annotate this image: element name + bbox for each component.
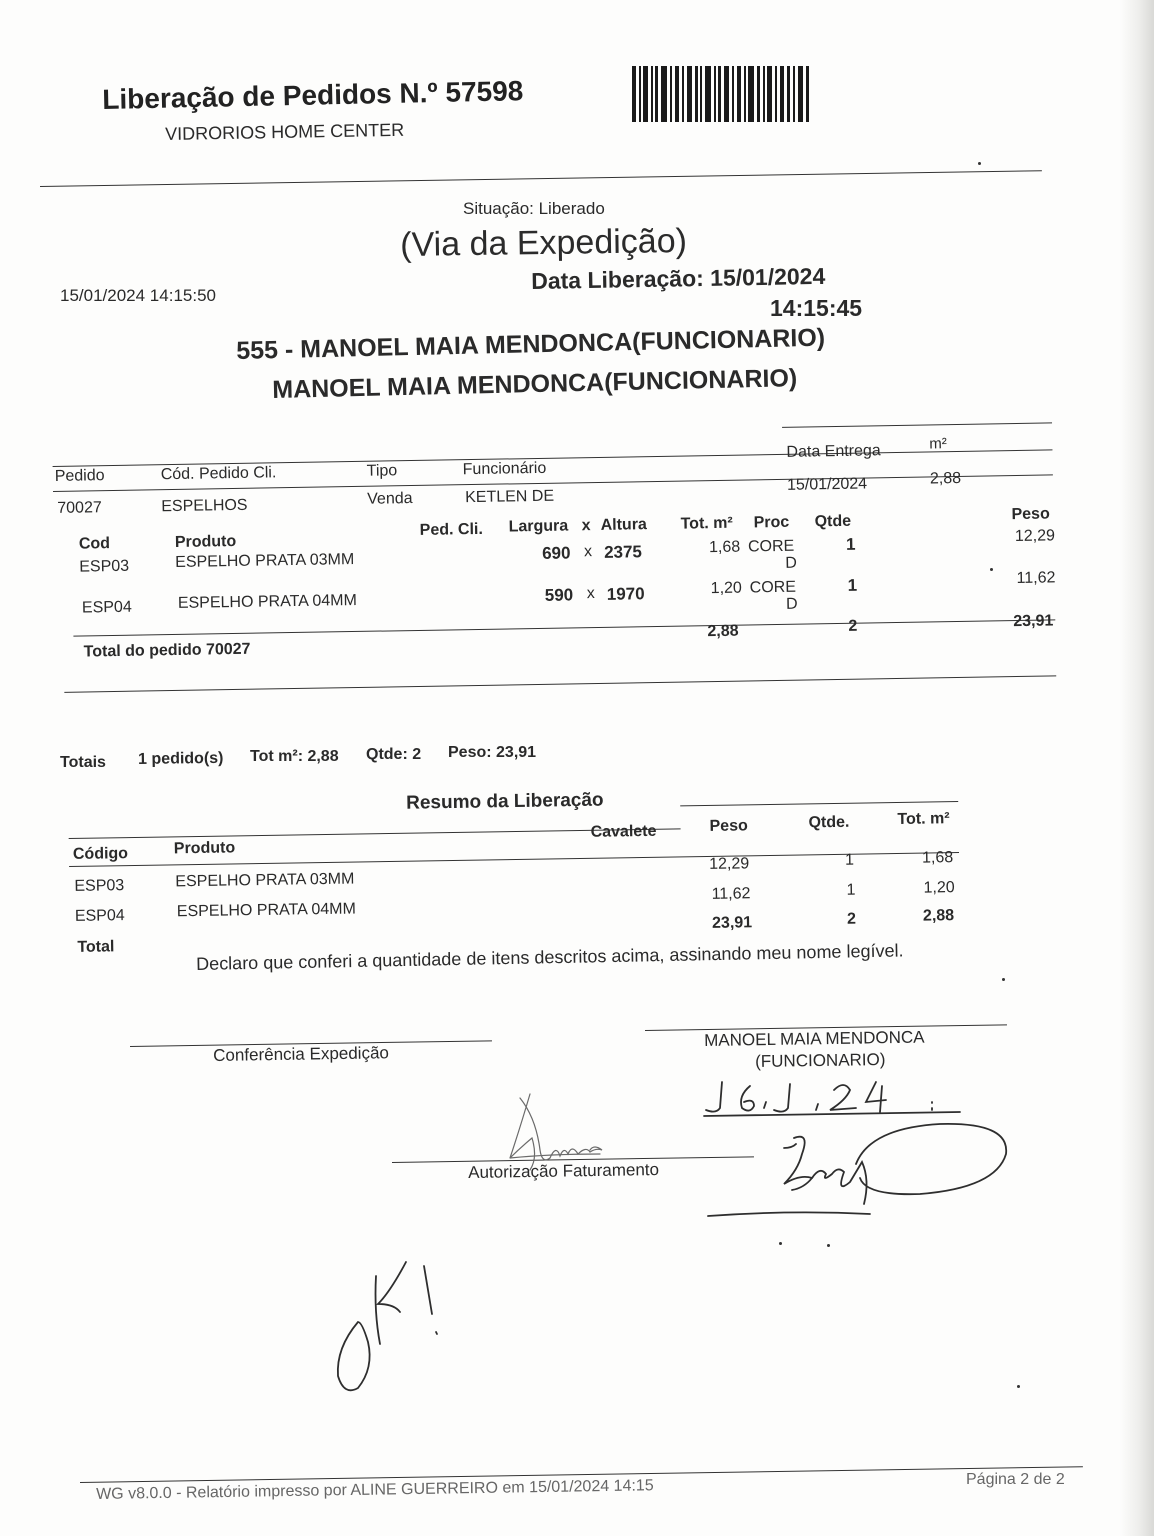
resumo-row-qtde: 1 bbox=[846, 881, 856, 899]
resumo-block bbox=[68, 782, 960, 956]
resumo-total-label: Total bbox=[77, 938, 115, 956]
resumo-total-peso: 23,91 bbox=[711, 914, 753, 932]
value-cod-pedido-cli: ESPELHOS bbox=[161, 496, 248, 516]
speck bbox=[1002, 978, 1005, 981]
header-divider bbox=[40, 170, 1042, 187]
label-m2: m² bbox=[929, 435, 947, 453]
label-cod-pedido-cli: Cód. Pedido Cli. bbox=[160, 464, 277, 484]
resumo-row-peso: 12,29 bbox=[709, 855, 750, 873]
resumo-col-cavalete: Cavalete bbox=[590, 822, 657, 841]
data-liberacao bbox=[531, 263, 826, 295]
signature-employee bbox=[700, 1108, 1020, 1228]
handwritten-date-text: 16/1/24 bbox=[700, 1072, 704, 1073]
situacao: Situação: Liberado bbox=[463, 199, 605, 218]
signer-name: MANOEL MAIA MENDONCA bbox=[704, 1027, 925, 1050]
scan-edge-shadow bbox=[1120, 0, 1154, 1536]
row-peso: 12,29 bbox=[1014, 527, 1056, 546]
speck bbox=[978, 162, 981, 165]
barcode-icon bbox=[632, 64, 810, 122]
data-liberacao-date: 15/01/2024 bbox=[709, 262, 826, 291]
order-total-peso: 23,91 bbox=[1013, 612, 1054, 631]
resumo-title-line bbox=[680, 801, 958, 806]
order-bottom-line bbox=[64, 675, 1056, 692]
value-tipo: Venda bbox=[367, 490, 413, 508]
row-x: x bbox=[586, 585, 595, 603]
row-cod: ESP04 bbox=[81, 598, 132, 617]
speck bbox=[1017, 1385, 1020, 1388]
row-produto: ESPELHO PRATA 03MM bbox=[175, 551, 355, 571]
resumo-row-tot-m2: 1,20 bbox=[923, 879, 955, 897]
speck bbox=[990, 568, 993, 571]
row-produto: ESPELHO PRATA 04MM bbox=[177, 591, 358, 612]
company-name: VIDRORIOS HOME CENTER bbox=[165, 119, 405, 144]
col-qtde: Qtde bbox=[814, 512, 852, 531]
row-tot-m2: 1,68 bbox=[708, 538, 741, 557]
row-altura: 2375 bbox=[603, 542, 643, 562]
resumo-row-qtde: 1 bbox=[844, 851, 855, 869]
client-line-1: 555 - MANOEL MAIA MENDONCA(FUNCIONARIO) bbox=[236, 323, 826, 365]
speck bbox=[779, 1242, 782, 1245]
declaration-text: Declaro que conferi a quantidade de itens descritos acima, assinando meu nome legível. bbox=[196, 940, 904, 974]
col-x: x bbox=[581, 517, 591, 535]
via-expedicao: (Via da Expedição) bbox=[400, 221, 688, 264]
resumo-col-qtde: Qtde. bbox=[808, 813, 850, 832]
resumo-total-qtde: 2 bbox=[846, 910, 857, 928]
value-data-entrega: 15/01/2024 bbox=[786, 475, 868, 494]
col-proc: Proc bbox=[753, 513, 790, 532]
autorizacao-label: Autorização Faturamento bbox=[468, 1160, 660, 1182]
data-liberacao-time: 14:15:45 bbox=[770, 295, 863, 321]
col-peso: Peso bbox=[1011, 505, 1050, 524]
row-largura: 690 bbox=[541, 543, 571, 563]
order-header-line-right bbox=[782, 422, 1052, 427]
signature-aline bbox=[490, 1088, 620, 1178]
order-total-label: Total do pedido 70027 bbox=[83, 640, 251, 661]
order-block bbox=[52, 413, 1056, 700]
col-largura: Largura bbox=[508, 517, 569, 536]
row-altura: 1970 bbox=[606, 584, 645, 604]
row-largura: 590 bbox=[544, 585, 574, 605]
totais-peso: Peso: 23,91 bbox=[448, 744, 537, 761]
label-funcionario: Funcionário bbox=[462, 459, 547, 479]
value-funcionario: KETLEN DE bbox=[465, 487, 555, 507]
conferencia-label: Conferência Expedição bbox=[213, 1043, 390, 1065]
resumo-row-produto: ESPELHO PRATA 04MM bbox=[176, 900, 356, 921]
resumo-col-tot-m2: Tot. m² bbox=[897, 810, 950, 828]
printed-datetime: 15/01/2024 14:15:50 bbox=[60, 286, 216, 305]
label-pedido: Pedido bbox=[54, 467, 105, 485]
data-liberacao-label: Data Liberação: bbox=[531, 264, 704, 294]
row-x: x bbox=[583, 543, 593, 561]
order-header-line bbox=[53, 449, 1053, 467]
row-proc-2: D bbox=[785, 595, 798, 613]
row-proc: CORE bbox=[747, 537, 795, 556]
totais-tot-m2: Tot m²: 2,88 bbox=[250, 748, 339, 765]
row-proc: CORE bbox=[749, 578, 797, 597]
row-proc-2: D bbox=[785, 554, 798, 572]
resumo-title: Resumo da Liberação bbox=[405, 789, 604, 814]
resumo-top-line bbox=[69, 828, 681, 839]
label-data-entrega: Data Entrega bbox=[786, 442, 881, 461]
col-altura: Altura bbox=[600, 516, 648, 534]
resumo-row-peso: 11,62 bbox=[711, 885, 751, 903]
order-total-qtde: 2 bbox=[848, 617, 858, 635]
row-peso: 11,62 bbox=[1016, 569, 1056, 588]
resumo-col-produto: Produto bbox=[173, 839, 236, 858]
col-ped-cli: Ped. Cli. bbox=[419, 520, 483, 539]
speck bbox=[827, 1244, 830, 1247]
resumo-row-codigo: ESP03 bbox=[74, 877, 125, 895]
col-tot-m2: Tot. m² bbox=[680, 514, 733, 533]
order-total-m2: 2,88 bbox=[707, 622, 739, 641]
col-produto: Produto bbox=[174, 532, 237, 551]
row-tot-m2: 1,20 bbox=[710, 579, 742, 598]
totais-label: Totais bbox=[60, 754, 106, 771]
value-pedido: 70027 bbox=[57, 499, 102, 517]
order-total-line bbox=[73, 619, 1055, 636]
page-number: Página 2 de 2 bbox=[966, 1471, 1065, 1488]
resumo-total-tot-m2: 2,88 bbox=[922, 907, 955, 925]
resumo-row-produto: ESPELHO PRATA 03MM bbox=[175, 870, 355, 891]
row-qtde: 1 bbox=[845, 534, 856, 554]
row-cod: ESP03 bbox=[79, 557, 130, 576]
handwritten-ok bbox=[328, 1252, 448, 1402]
client-line-2: MANOEL MAIA MENDONCA(FUNCIONARIO) bbox=[272, 364, 798, 404]
resumo-col-codigo: Código bbox=[72, 845, 129, 863]
value-m2: 2,88 bbox=[929, 469, 962, 488]
signer-role: (FUNCIONARIO) bbox=[755, 1049, 886, 1071]
resumo-row-codigo: ESP04 bbox=[74, 907, 125, 925]
row-qtde: 1 bbox=[847, 575, 858, 595]
resumo-col-peso: Peso bbox=[709, 817, 748, 835]
totais-pedidos: 1 pedido(s) bbox=[138, 749, 224, 768]
col-cod: Cod bbox=[78, 535, 111, 553]
document-title: Liberação de Pedidos N.º 57598 bbox=[102, 75, 524, 115]
totais-qtde: Qtde: 2 bbox=[366, 746, 422, 763]
footer-text: WG v8.0.0 - Relatório impresso por ALINE GUERREIRO em 15/01/2024 14:15 bbox=[96, 1477, 654, 1503]
label-tipo: Tipo bbox=[366, 462, 398, 480]
resumo-row-tot-m2: 1,68 bbox=[921, 849, 954, 867]
